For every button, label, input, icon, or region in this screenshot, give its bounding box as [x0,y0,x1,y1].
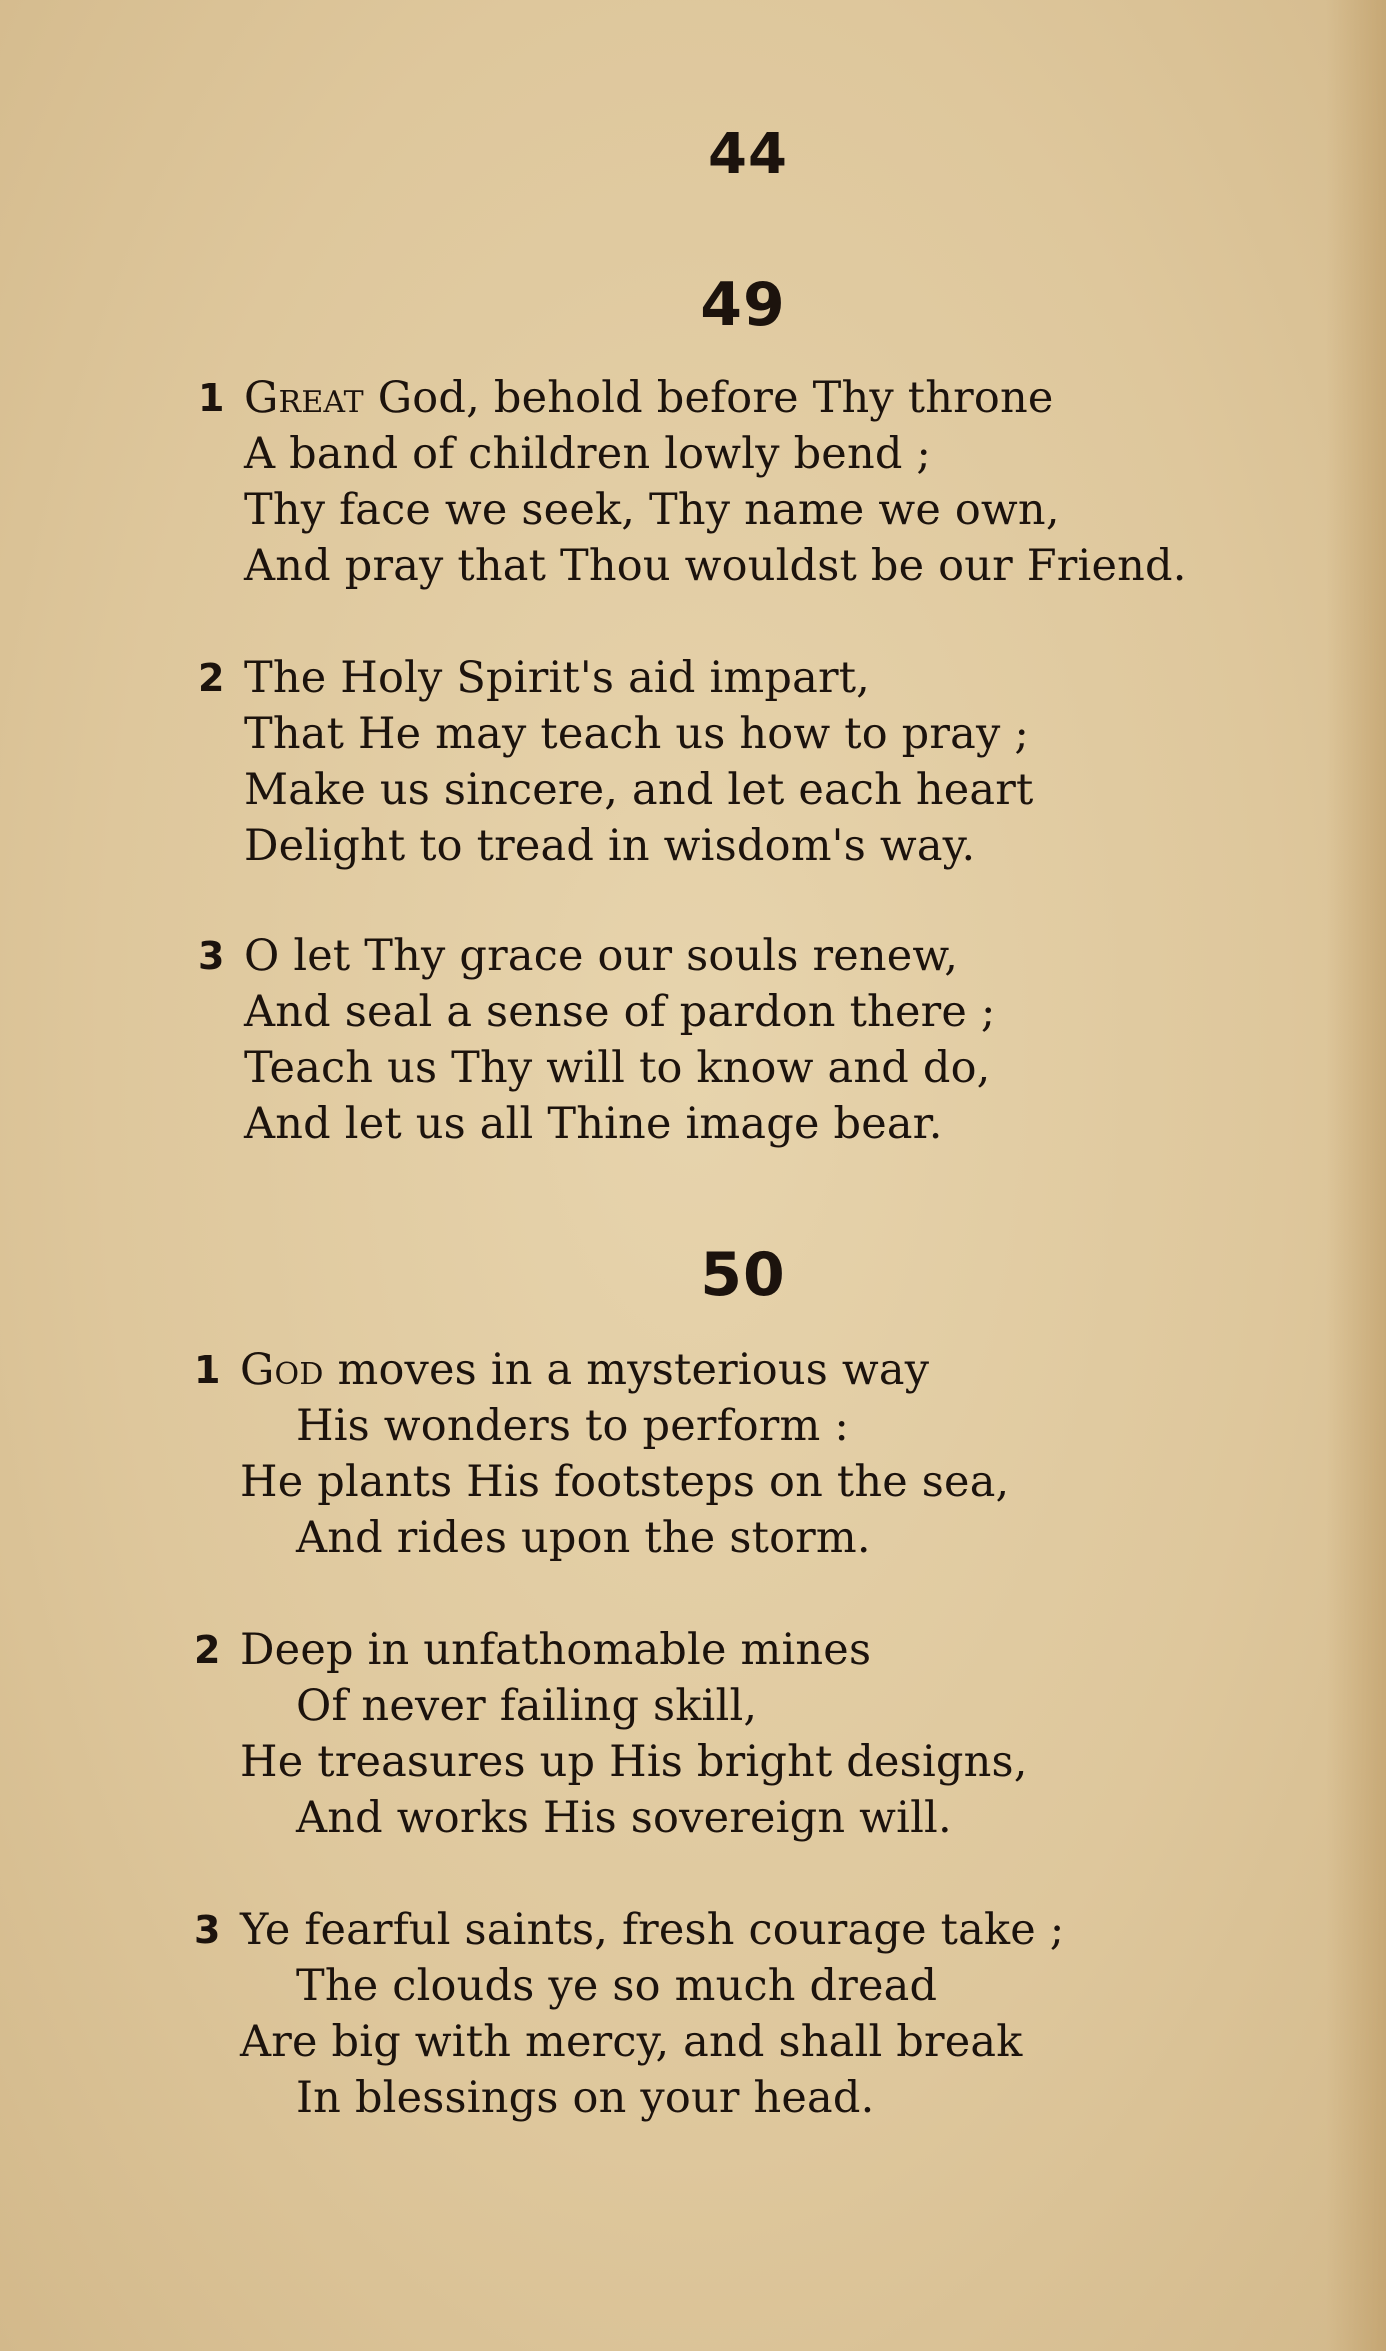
verse-line: Thy face we seek, Thy name we own, [244,485,1060,535]
verse-line: The clouds ye so much dread [296,1961,938,2011]
verse-line: And rides upon the storm. [296,1513,871,1563]
verse-line: And let us all Thine image bear. [244,1099,943,1149]
page-edge-shadow [1326,0,1386,2351]
verse-line: Of never failing skill, [296,1681,758,1731]
hymn-49-stanza-1 [198,370,1187,594]
verse-line: And seal a sense of pardon there ; [244,987,996,1037]
hymn-50-stanza-1 [194,1342,1010,1566]
stanza-number: 2 [198,656,225,700]
verse-line: Teach us Thy will to know and do, [244,1043,991,1093]
verse-line: And works His sovereign will. [296,1793,952,1843]
verse-line: Delight to tread in wisdom's way. [244,821,976,871]
hymn-50-stanza-2 [194,1622,1028,1846]
verse-line [244,370,1187,426]
stanza-number: 1 [198,376,225,420]
verse-line: O let Thy grace our souls renew, [244,931,959,981]
verse-line: Are big with mercy, and shall break [240,2017,1023,2067]
stanza-number: 2 [194,1628,221,1672]
verse-line: In blessings on your head. [296,2073,875,2123]
stanza-number: 3 [194,1908,221,1952]
hymn-49-stanza-3 [198,928,996,1152]
verse-line: Ye fearful saints, fresh courage take ; [240,1905,1065,1955]
stanza-number: 1 [194,1348,221,1392]
first-line-rest: moves in a mysterious way [323,1345,930,1395]
hymn-49-stanza-2 [198,650,1034,874]
verse-line: A band of children lowly bend ; [244,429,932,479]
verse-line: The Holy Spirit's aid impart, [244,653,871,703]
hymn-50-stanza-3 [194,1902,1065,2126]
verse-line: And pray that Thou wouldst be our Friend. [244,541,1187,591]
initial-word: God [240,1345,324,1395]
hymn-number-49: 49 [700,270,786,340]
verse-line: Deep in unfathomable mines [240,1625,872,1675]
verse-line [240,1342,1009,1398]
first-line-rest: God, behold before Thy throne [363,373,1054,423]
stanza-number: 3 [198,934,225,978]
hymn-number-50: 50 [700,1240,786,1310]
page-number: 44 [708,122,788,187]
verse-line: He plants His footsteps on the sea, [240,1457,1010,1507]
verse-line: His wonders to perform : [296,1401,850,1451]
verse-line: Make us sincere, and let each heart [244,765,1034,815]
verse-line: That He may teach us how to pray ; [244,709,1030,759]
verse-line: He treasures up His bright designs, [240,1737,1028,1787]
initial-word: Great [244,373,364,423]
